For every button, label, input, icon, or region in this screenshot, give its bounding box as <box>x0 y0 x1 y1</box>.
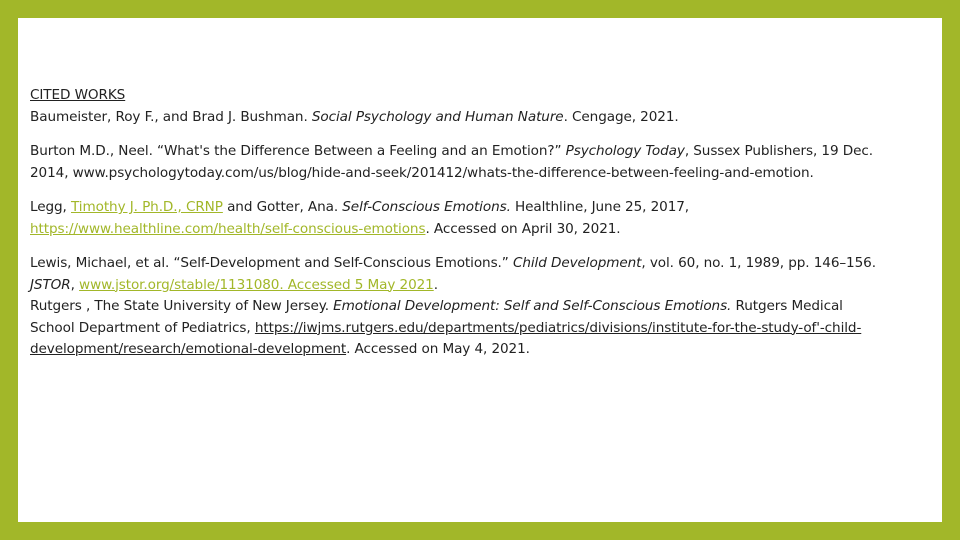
ref1-text: Baumeister, Roy F., and Brad J. Bushman. <box>30 108 312 125</box>
ref1-title: Social Psychology and Human Nature <box>311 108 564 125</box>
ref3-text: Legg, <box>30 199 71 215</box>
ref2 <box>30 141 880 184</box>
ref4-text2: , vol. 60, no. 1, 1989, pp. 146–156. <box>641 255 876 271</box>
ref4-text3: , <box>70 276 80 293</box>
ref4-url-link[interactable]: www.jstor.org/stable/1131080. Accessed 5 May 2021 <box>79 276 434 293</box>
ref3-url-link[interactable]: https://www.healthline.com/health/self-conscious-emotions <box>30 220 426 237</box>
ref4-journal: JSTOR <box>30 276 71 293</box>
cited-works-heading: CITED WORKS <box>30 87 126 103</box>
references <box>30 85 880 361</box>
ref3-text3: Healthline, June 25, 2017, <box>510 199 690 215</box>
ref1-after: . Cengage, 2021. <box>563 108 679 125</box>
ref4 <box>30 253 880 296</box>
ref3-after: . Accessed on April 30, 2021. <box>425 220 621 237</box>
ref4-after: . <box>433 276 438 293</box>
ref4-text: Lewis, Michael, et al. “Self-Development and Self-Conscious Emotions.” <box>30 255 513 271</box>
ref2-text: Burton M.D., Neel. “What's the Difference Between a Feeling and an Emotion?” <box>30 143 566 159</box>
ref3-title: Self-Conscious Emotions. <box>342 199 511 215</box>
ref5-title: Emotional Development: Self and Self-Conscious Emotions. <box>333 298 732 314</box>
ref3 <box>30 197 880 240</box>
cited-works-block <box>30 85 880 128</box>
ref3-author-link[interactable]: Timothy J. Ph.D., CRNP <box>71 199 223 215</box>
ref5-text: Rutgers , The State University of New Jersey. <box>30 298 334 314</box>
ref5 <box>30 296 880 361</box>
ref2-after: , Sussex Publishers, 19 Dec. 2014, www.psychologytoday.com/us/blog/hide-and-seek/201412/whats-the-difference-between-feeling-and-emotion. <box>30 143 873 181</box>
ref5-url-link[interactable]: https://iwjms.rutgers.edu/departments/pediatrics/divisions/institute-for-the-study-of'-child-development/research/emotional-development <box>30 319 862 357</box>
ref5-text2: Rutgers Medical School Department of Pediatrics, <box>30 298 843 336</box>
ref3-text2: and Gotter, Ana. <box>222 199 343 215</box>
ref5-after: . Accessed on May 4, 2021. <box>346 341 530 357</box>
ref4-title: Child Development <box>512 255 642 271</box>
ref2-title: Psychology Today <box>565 143 685 159</box>
slide <box>18 18 942 522</box>
